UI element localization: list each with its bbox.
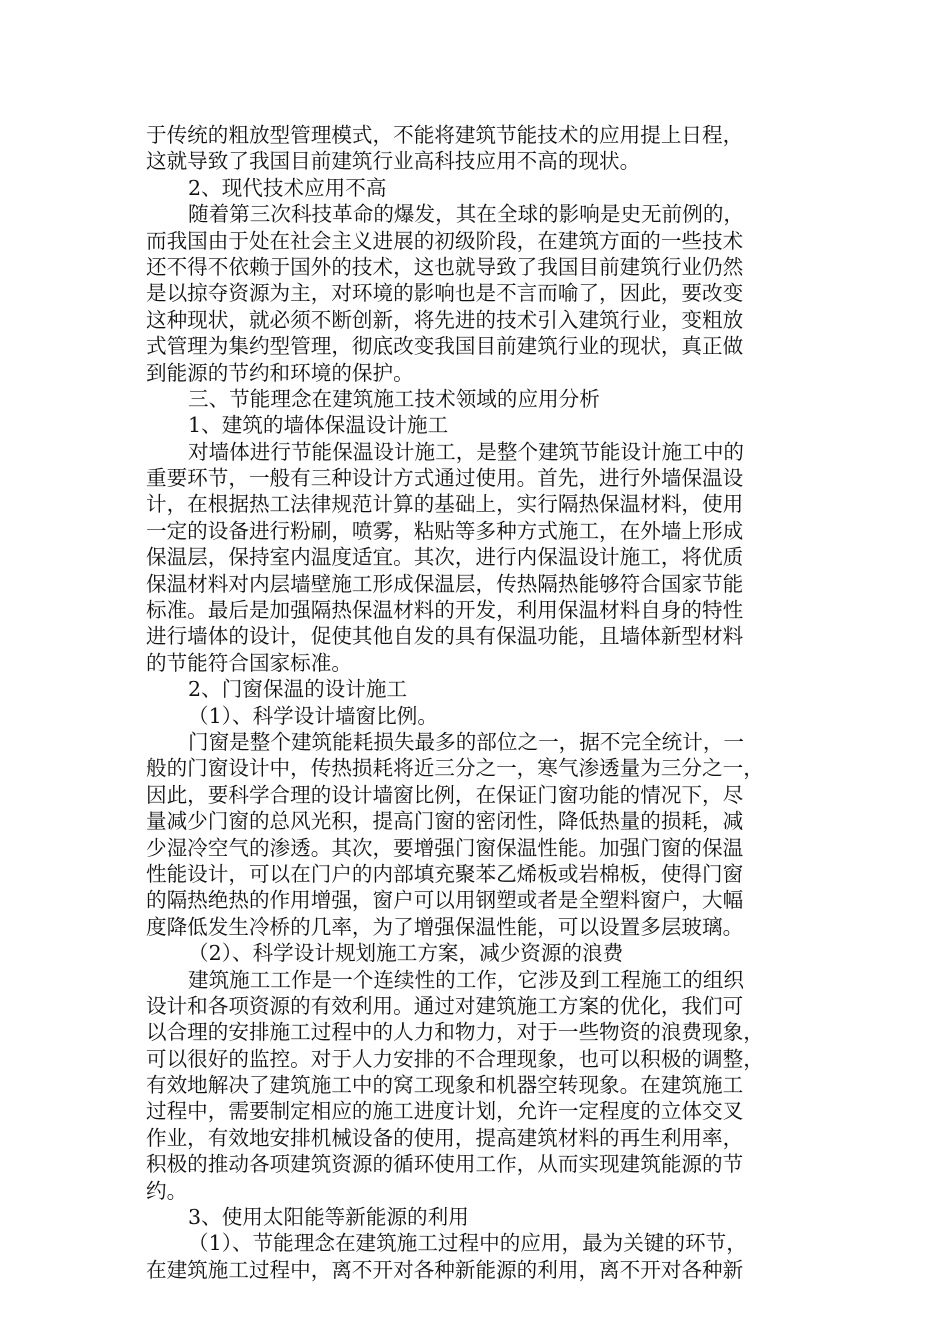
text-line: 积极的推动各项建筑资源的循环使用工作，从而实现建筑能源的节 <box>146 1152 744 1177</box>
text-line: 作业，有效地安排机械设备的使用，提高建筑材料的再生利用率， <box>146 1125 744 1150</box>
text-line: 度降低发生冷桥的几率，为了增强保温性能，可以设置多层玻璃。 <box>146 914 744 939</box>
text-line: 是以掠夺资源为主，对环境的影响也是不言而喻了，因此，要改变 <box>146 281 744 306</box>
text-line: 的节能符合国家标准。 <box>146 650 352 675</box>
chapter-heading: 三、节能理念在建筑施工技术领域的应用分析 <box>188 386 600 411</box>
text-line: 过程中，需要制定相应的施工进度计划，允许一定程度的立体交叉 <box>146 1099 744 1124</box>
text-line: 计，在根据热工法律规范计算的基础上，实行隔热保温材料，使用 <box>146 492 744 517</box>
paragraph-start: 建筑施工工作是一个连续性的工作，它涉及到工程施工的组织 <box>188 967 745 992</box>
text-line: 一定的设备进行粉刷，喷雾，粘贴等多种方式施工，在外墙上形成 <box>146 518 744 543</box>
text-line: 这就导致了我国目前建筑行业高科技应用不高的现状。 <box>146 149 641 174</box>
text-line: 量减少门窗的总风光积，提高门窗的密闭性，降低热量的损耗，减 <box>146 809 744 834</box>
text-line: 而我国由于处在社会主义进展的初级阶段，在建筑方面的一些技术 <box>146 228 744 253</box>
paragraph-start: （1）、节能理念在建筑施工过程中的应用，最为关键的环节， <box>188 1231 747 1256</box>
text-line: 约。 <box>146 1178 188 1203</box>
text-line: 少湿冷空气的渗透。其次，要增强门窗保温性能。加强门窗的保温 <box>146 835 744 860</box>
paragraph-start: 门窗是整个建筑能耗损失最多的部位之一，据不完全统计，一 <box>188 729 745 754</box>
text-line: 般的门窗设计中，传热损耗将近三分之一，寒气渗透量为三分之一， <box>146 756 764 781</box>
text-line: 到能源的节约和环境的保护。 <box>146 360 414 385</box>
text-line: 式管理为集约型管理，彻底改变我国目前建筑行业的现状，真正做 <box>146 334 744 359</box>
text-line: 这种现状，就必须不断创新，将先进的技术引入建筑行业，变粗放 <box>146 307 744 332</box>
subsection-heading: （2）、科学设计规划施工方案，减少资源的浪费 <box>188 941 624 966</box>
text-line: 以合理的安排施工过程中的人力和物力，对于一些物资的浪费现象， <box>146 1020 764 1045</box>
paragraph-start: 对墙体进行节能保温设计施工，是整个建筑节能设计施工中的 <box>188 439 745 464</box>
text-line: 在建筑施工过程中，离不开对各种新能源的利用，离不开对各种新 <box>146 1257 744 1282</box>
section-heading: 2、门窗保温的设计施工 <box>188 677 408 702</box>
text-line: 设计和各项资源的有效利用。通过对建筑施工方案的优化，我们可 <box>146 993 744 1018</box>
section-heading: 1、建筑的墙体保温设计施工 <box>188 413 449 438</box>
text-line: 性能设计，可以在门户的内部填充聚苯乙烯板或岩棉板，使得门窗 <box>146 861 744 886</box>
subsection-heading: （1）、科学设计墙窗比例。 <box>188 703 438 728</box>
text-line: 保温层，保持室内温度适宜。其次，进行内保温设计施工，将优质 <box>146 545 744 570</box>
text-line: 的隔热绝热的作用增强，窗户可以用钢塑或者是全塑料窗户，大幅 <box>146 888 744 913</box>
text-line: 标准。最后是加强隔热保温材料的开发，利用保温材料自身的特性 <box>146 598 744 623</box>
text-line: 有效地解决了建筑施工中的窝工现象和机器空转现象。在建筑施工 <box>146 1073 744 1098</box>
text-line: 重要环节，一般有三种设计方式通过使用。首先，进行外墙保温设 <box>146 466 744 491</box>
text-line: 进行墙体的设计，促使其他自发的具有保温功能，且墙体新型材料 <box>146 624 744 649</box>
paragraph-start: 随着第三次科技革命的爆发，其在全球的影响是史无前例的， <box>188 202 745 227</box>
text-line: 于传统的粗放型管理模式，不能将建筑节能技术的应用提上日程， <box>146 123 744 147</box>
section-heading: 3、使用太阳能等新能源的利用 <box>188 1205 469 1230</box>
document-body <box>146 122 798 1283</box>
text-line: 可以很好的监控。对于人力安排的不合理现象，也可以积极的调整， <box>146 1046 764 1071</box>
text-line: 因此，要科学合理的设计墙窗比例，在保证门窗功能的情况下，尽 <box>146 782 744 807</box>
text-line: 还不得不依赖于国外的技术，这也就导致了我国目前建筑行业仍然 <box>146 254 744 279</box>
section-heading: 2、现代技术应用不高 <box>188 175 387 200</box>
text-line: 保温材料对内层墙壁施工形成保温层，传热隔热能够符合国家节能 <box>146 571 744 596</box>
